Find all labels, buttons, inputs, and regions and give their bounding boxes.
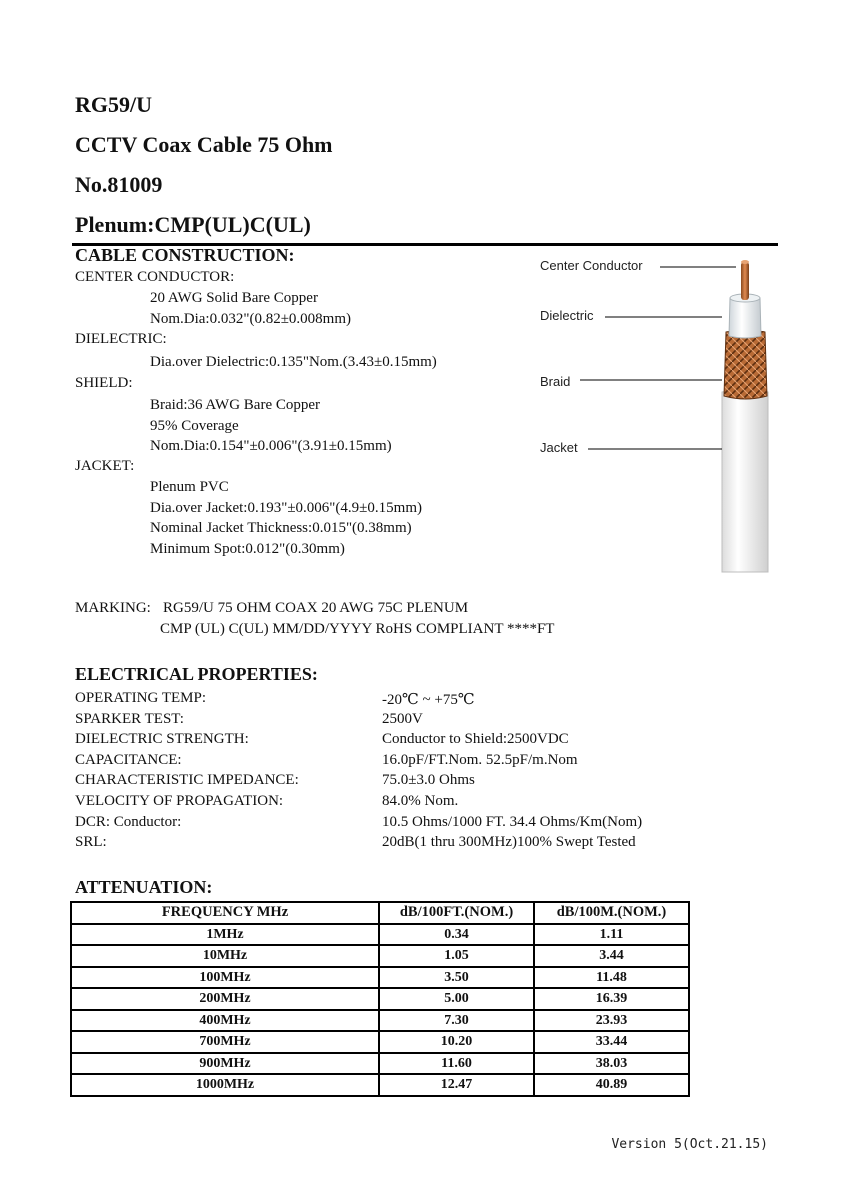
- electrical-value: 84.0% Nom.: [382, 793, 459, 809]
- shield-line: 95% Coverage: [150, 418, 239, 434]
- jacket-label: JACKET:: [75, 458, 135, 474]
- plenum-rating: Plenum:CMP(UL)C(UL): [75, 212, 311, 237]
- jacket-line: Plenum PVC: [150, 479, 229, 495]
- table-cell: 7.30: [379, 1010, 534, 1032]
- product-name: CCTV Coax Cable 75 Ohm: [75, 132, 333, 157]
- table-row: [71, 988, 689, 1010]
- table-cell: 1.05: [379, 945, 534, 967]
- electrical-value: Conductor to Shield:2500VDC: [382, 731, 569, 747]
- electrical-label: VELOCITY OF PROPAGATION:: [75, 793, 284, 809]
- electrical-label: DIELECTRIC STRENGTH:: [75, 731, 249, 747]
- diagram-label-center-conductor: Center Conductor: [540, 258, 643, 273]
- conductor-shape: [741, 262, 749, 300]
- table-cell: 1000MHz: [71, 1074, 379, 1096]
- cable-diagram: [500, 250, 800, 580]
- jacket-line: Dia.over Jacket:0.193"±0.006"(4.9±0.15mm): [150, 500, 422, 516]
- center-conductor-line: 20 AWG Solid Bare Copper: [150, 290, 318, 306]
- table-cell: 1MHz: [71, 924, 379, 946]
- table-cell: 11.48: [534, 967, 689, 989]
- marking-label: MARKING:: [75, 600, 151, 616]
- electrical-label: DCR: Conductor:: [75, 814, 182, 830]
- table-header-row: [71, 902, 689, 924]
- table-row: [71, 1031, 689, 1053]
- attenuation-heading: ATTENUATION:: [75, 877, 213, 897]
- shield-line: Nom.Dia:0.154"±0.006"(3.91±0.15mm): [150, 438, 392, 454]
- table-cell: 10MHz: [71, 945, 379, 967]
- diagram-label-braid: Braid: [540, 374, 571, 389]
- electrical-label: OPERATING TEMP:: [75, 690, 206, 706]
- jacket-line: Nominal Jacket Thickness:0.015"(0.38mm): [150, 520, 412, 536]
- table-cell: 3.50: [379, 967, 534, 989]
- table-cell: 900MHz: [71, 1053, 379, 1075]
- center-conductor-label: CENTER CONDUCTOR:: [75, 269, 235, 285]
- table-cell: 23.93: [534, 1010, 689, 1032]
- table-cell: 3.44: [534, 945, 689, 967]
- electrical-value: 2500V: [382, 711, 423, 727]
- table-cell: 100MHz: [71, 967, 379, 989]
- table-cell: 16.39: [534, 988, 689, 1010]
- product-number: No.81009: [75, 172, 163, 197]
- electrical-value: 16.0pF/FT.Nom. 52.5pF/m.Nom: [382, 752, 578, 768]
- column-header-db-100m: dB/100M.(NOM.): [534, 902, 689, 924]
- table-cell: 700MHz: [71, 1031, 379, 1053]
- marking-line-2: CMP (UL) C(UL) MM/DD/YYYY RoHS COMPLIANT ****FT: [160, 621, 555, 637]
- diagram-label-dielectric: Dielectric: [540, 308, 594, 323]
- center-conductor-line: Nom.Dia:0.032"(0.82±0.008mm): [150, 311, 352, 327]
- table-cell: 0.34: [379, 924, 534, 946]
- table-row: [71, 1074, 689, 1096]
- electrical-label: SRL:: [75, 834, 107, 850]
- jacket-line: Minimum Spot:0.012"(0.30mm): [150, 541, 345, 557]
- electrical-label: CAPACITANCE:: [75, 752, 182, 768]
- attenuation-table: [70, 901, 690, 1097]
- jacket-shape: [722, 390, 768, 572]
- shield-label: SHIELD:: [75, 375, 133, 391]
- table-cell: 5.00: [379, 988, 534, 1010]
- table-row: [71, 1053, 689, 1075]
- electrical-label: CHARACTERISTIC IMPEDANCE:: [75, 772, 299, 788]
- electrical-value: 10.5 Ohms/1000 FT. 34.4 Ohms/Km(Nom): [382, 814, 643, 830]
- shield-line: Braid:36 AWG Bare Copper: [150, 397, 321, 413]
- table-cell: 10.20: [379, 1031, 534, 1053]
- dielectric-label: DIELECTRIC:: [75, 331, 167, 347]
- column-header-frequency: FREQUENCY MHz: [71, 902, 379, 924]
- table-cell: 12.47: [379, 1074, 534, 1096]
- electrical-value: -20℃ ~ +75℃: [382, 692, 475, 708]
- electrical-heading: ELECTRICAL PROPERTIES:: [75, 664, 318, 684]
- electrical-value: 20dB(1 thru 300MHz)100% Swept Tested: [382, 834, 636, 850]
- column-header-db-100ft: dB/100FT.(NOM.): [379, 902, 534, 924]
- coax-cable-illustration: [500, 250, 800, 580]
- marking-line-1: RG59/U 75 OHM COAX 20 AWG 75C PLENUM: [163, 600, 469, 616]
- electrical-label: SPARKER TEST:: [75, 711, 184, 727]
- table-cell: 1.11: [534, 924, 689, 946]
- table-cell: 400MHz: [71, 1010, 379, 1032]
- version-footer: Version 5(Oct.21.15): [611, 1137, 768, 1152]
- table-cell: 40.89: [534, 1074, 689, 1096]
- table-row: [71, 1010, 689, 1032]
- model-title: RG59/U: [75, 92, 152, 117]
- dielectric-line: Dia.over Dielectric:0.135"Nom.(3.43±0.15mm): [150, 354, 437, 370]
- table-cell: 38.03: [534, 1053, 689, 1075]
- table-cell: 11.60: [379, 1053, 534, 1075]
- table-row: [71, 967, 689, 989]
- conductor-tip: [741, 260, 749, 264]
- diagram-label-jacket: Jacket: [540, 440, 578, 455]
- table-cell: 33.44: [534, 1031, 689, 1053]
- braid-shape: [724, 330, 767, 399]
- electrical-value: 75.0±3.0 Ohms: [382, 772, 475, 788]
- construction-heading: CABLE CONSTRUCTION:: [75, 245, 295, 265]
- table-cell: 200MHz: [71, 988, 379, 1010]
- table-row: [71, 924, 689, 946]
- table-row: [71, 945, 689, 967]
